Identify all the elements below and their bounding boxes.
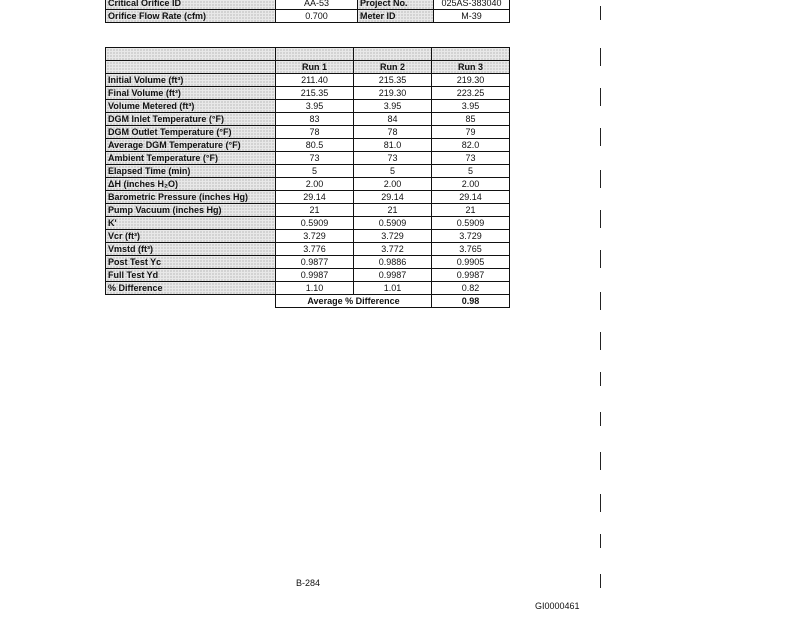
critical-orifice-value: AA-53: [276, 0, 358, 10]
run-3-value: 29.14: [432, 191, 510, 204]
row-label: Full Test Yd: [106, 269, 276, 282]
run-1-value: 0.9877: [276, 256, 354, 269]
run-1-value: 1.10: [276, 282, 354, 295]
run-2-value: 219.30: [354, 87, 432, 100]
run-1-value: 211.40: [276, 74, 354, 87]
table-row: [106, 100, 510, 113]
project-no-label: Project No.: [358, 0, 434, 10]
blank-cell: [106, 295, 276, 308]
average-row: [106, 295, 510, 308]
corner-cell: [106, 61, 276, 74]
run-1-value: 3.95: [276, 100, 354, 113]
column-header-run-2: Run 2: [354, 61, 432, 74]
run-1-value: 5: [276, 165, 354, 178]
run-2-value: 3.95: [354, 100, 432, 113]
scan-edge-artifact: [590, 0, 610, 618]
run-2-value: 0.9987: [354, 269, 432, 282]
row-label: Volume Metered (ft³): [106, 100, 276, 113]
average-label: Average % Difference: [276, 295, 432, 308]
run-1-value: 0.9987: [276, 269, 354, 282]
run-2-value: 29.14: [354, 191, 432, 204]
run-2-value: 3.772: [354, 243, 432, 256]
page-number: B-284: [296, 578, 321, 588]
row-label: DGM Outlet Temperature (°F): [106, 126, 276, 139]
run-2-value: 78: [354, 126, 432, 139]
row-label: Barometric Pressure (inches Hg): [106, 191, 276, 204]
table-row: [106, 191, 510, 204]
critical-orifice-label: Critical Orifice ID: [106, 0, 276, 10]
run-2-value: 84: [354, 113, 432, 126]
run-1-value: 3.776: [276, 243, 354, 256]
run-3-value: 223.25: [432, 87, 510, 100]
table-row: [106, 74, 510, 87]
row-label: DGM Inlet Temperature (°F): [106, 113, 276, 126]
run-2-value: 3.729: [354, 230, 432, 243]
run-3-value: 3.95: [432, 100, 510, 113]
run-2-value: 81.0: [354, 139, 432, 152]
run-1-value: 78: [276, 126, 354, 139]
table-row: [106, 113, 510, 126]
table-row: [106, 87, 510, 100]
table-row: [106, 230, 510, 243]
run-3-value: 79: [432, 126, 510, 139]
run-3-value: 3.765: [432, 243, 510, 256]
row-label: K': [106, 217, 276, 230]
table-row: [106, 256, 510, 269]
row-label: Vcr (ft³): [106, 230, 276, 243]
run-1-value: 83: [276, 113, 354, 126]
run-3-value: 5: [432, 165, 510, 178]
run-1-value: 2.00: [276, 178, 354, 191]
run-1-value: 21: [276, 204, 354, 217]
run-3-value: 0.9987: [432, 269, 510, 282]
row-label: Ambient Temperature (°F): [106, 152, 276, 165]
run-3-value: 3.729: [432, 230, 510, 243]
row-label: Pump Vacuum (inches Hg): [106, 204, 276, 217]
shaded-top-row: [106, 48, 510, 61]
table-row: [106, 243, 510, 256]
table-row: [106, 282, 510, 295]
run-3-value: 2.00: [432, 178, 510, 191]
run-3-value: 73: [432, 152, 510, 165]
orifice-flow-label: Orifice Flow Rate (cfm): [106, 10, 276, 23]
shaded-cell: [106, 48, 276, 61]
run-3-value: 21: [432, 204, 510, 217]
row-label: % Difference: [106, 282, 276, 295]
row-label: Vmstd (ft³): [106, 243, 276, 256]
run-2-value: 0.9886: [354, 256, 432, 269]
calibration-table: [105, 47, 510, 308]
run-3-value: 82.0: [432, 139, 510, 152]
run-2-value: 1.01: [354, 282, 432, 295]
shaded-cell: [354, 48, 432, 61]
table-row: [106, 204, 510, 217]
column-header-run-3: Run 3: [432, 61, 510, 74]
run-2-value: 21: [354, 204, 432, 217]
meter-id-label: Meter ID: [358, 10, 434, 23]
run-2-value: 73: [354, 152, 432, 165]
column-header-run-1: Run 1: [276, 61, 354, 74]
meter-id-value: M-39: [434, 10, 510, 23]
row-label: Elapsed Time (min): [106, 165, 276, 178]
row-label: Final Volume (ft³): [106, 87, 276, 100]
run-3-value: 0.82: [432, 282, 510, 295]
project-no-value: 025AS-383040: [434, 0, 510, 10]
table-row: [106, 217, 510, 230]
shaded-cell: [432, 48, 510, 61]
run-1-value: 215.35: [276, 87, 354, 100]
table-row: [106, 269, 510, 282]
run-1-value: 73: [276, 152, 354, 165]
run-1-value: 29.14: [276, 191, 354, 204]
run-3-value: 0.5909: [432, 217, 510, 230]
run-3-value: 85: [432, 113, 510, 126]
run-1-value: 0.5909: [276, 217, 354, 230]
table-row: [106, 126, 510, 139]
run-2-value: 5: [354, 165, 432, 178]
header-row: [106, 10, 510, 23]
header-table: [105, 0, 510, 23]
run-2-value: 0.5909: [354, 217, 432, 230]
document-id: GI0000461: [535, 601, 580, 611]
run-2-value: 215.35: [354, 74, 432, 87]
run-1-value: 3.729: [276, 230, 354, 243]
run-3-value: 219.30: [432, 74, 510, 87]
column-header-row: [106, 61, 510, 74]
run-1-value: 80.5: [276, 139, 354, 152]
run-2-value: 2.00: [354, 178, 432, 191]
row-label: ΔH (inches H₂O): [106, 178, 276, 191]
average-value: 0.98: [432, 295, 510, 308]
row-label: Post Test Yc: [106, 256, 276, 269]
header-row: [106, 0, 510, 10]
orifice-flow-value: 0.700: [276, 10, 358, 23]
row-label: Initial Volume (ft³): [106, 74, 276, 87]
row-label: Average DGM Temperature (°F): [106, 139, 276, 152]
table-row: [106, 152, 510, 165]
table-row: [106, 165, 510, 178]
table-row: [106, 178, 510, 191]
run-3-value: 0.9905: [432, 256, 510, 269]
table-row: [106, 139, 510, 152]
shaded-cell: [276, 48, 354, 61]
